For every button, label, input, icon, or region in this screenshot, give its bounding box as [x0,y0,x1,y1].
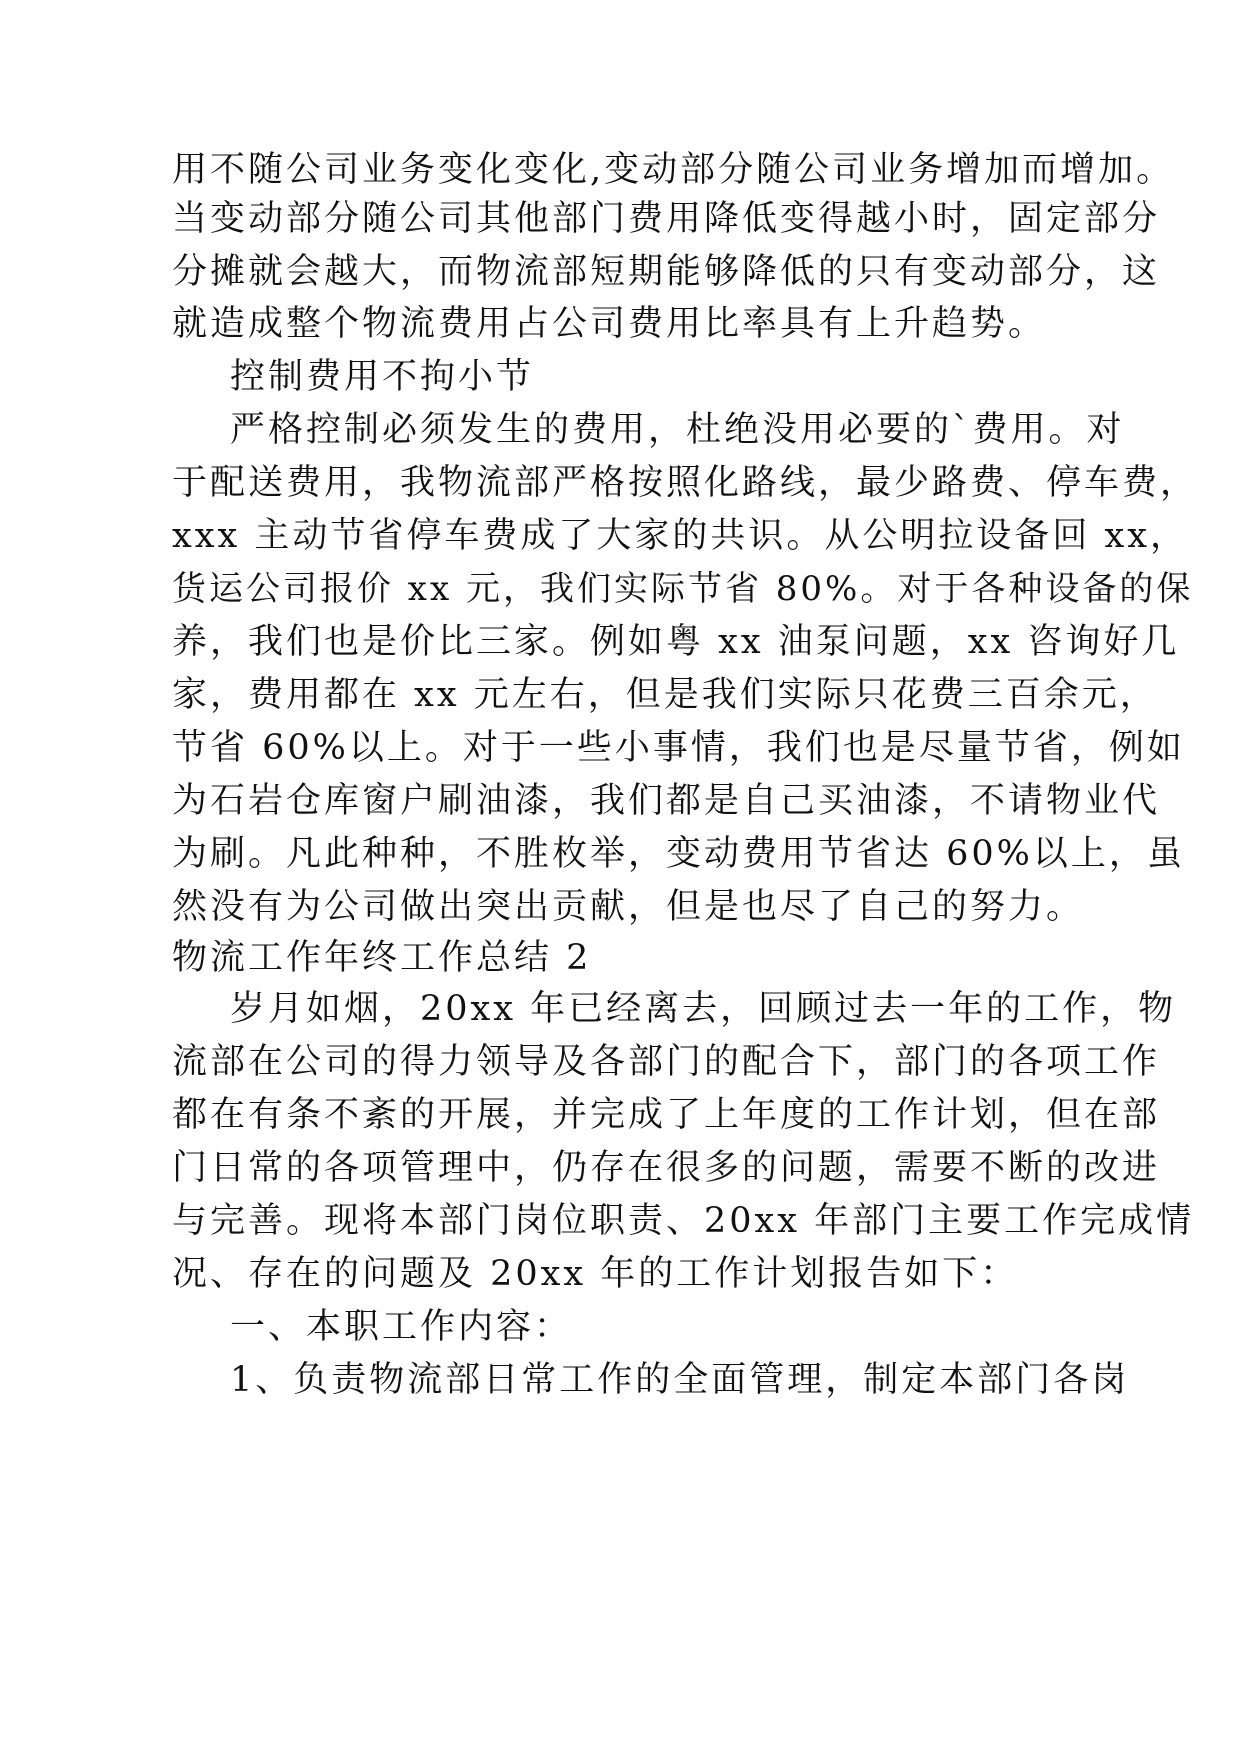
text-line: 当变动部分随公司其他部门费用降低变得越小时，固定部分 [172,199,1161,239]
text-line: 严格控制必须发生的费用，杜绝没用必要的`费用。对 [230,410,1125,450]
text-line: 养，我们也是价比三家。例如粤 xx 油泵问题，xx 咨询好几 [172,622,1180,662]
section-heading: 一、本职工作内容： [230,1307,573,1347]
text-line: 节省 60%以上。对于一些小事情，我们也是尽量节省，例如 [172,728,1185,768]
text-line: 用不随公司业务变化变化,变动部分随公司业务增加而增加。 [172,150,1175,190]
text-line: 于配送费用，我物流部严格按照化路线，最少路费、停车费， [172,463,1199,503]
text-line: xxx 主动节省停车费成了大家的共识。从公明拉设备回 xx， [172,516,1188,556]
document-title: 物流工作年终工作总结 2 [172,938,592,978]
text-line: 然没有为公司做出突出贡献，但是也尽了自己的努力。 [172,887,1085,927]
text-line: 门日常的各项管理中，仍存在很多的问题，需要不断的改进 [172,1148,1161,1188]
text-line: 为石岩仓库窗户刷油漆，我们都是自己买油漆，不请物业代 [172,781,1161,821]
text-line: 货运公司报价 xx 元，我们实际节省 80%。对于各种设备的保 [172,569,1194,609]
text-line: 都在有条不紊的开展，并完成了上年度的工作计划，但在部 [172,1095,1161,1135]
text-line: 流部在公司的得力领导及各部门的配合下，部门的各项工作 [172,1042,1161,1082]
text-line: 1、负责物流部日常工作的全面管理，制定本部门各岗 [230,1360,1130,1400]
text-line: 与完善。现将本部门岗位职责、20xx 年部门主要工作完成情 [172,1201,1195,1241]
text-line: 分摊就会越大，而物流部短期能够降低的只有变动部分，这 [172,252,1161,292]
text-line: 况、存在的问题及 20xx 年的工作计划报告如下： [172,1254,1019,1294]
text-line: 为刷。凡此种种，不胜枚举，变动费用节省达 60%以上，虽 [172,834,1185,874]
text-line: 就造成整个物流费用占公司费用比率具有上升趋势。 [172,304,1047,344]
text-line: 岁月如烟，20xx 年已经离去，回顾过去一年的工作，物 [230,989,1177,1029]
section-heading: 控制费用不拘小节 [230,357,535,397]
text-line: 家，费用都在 xx 元左右，但是我们实际只花费三百余元， [172,675,1158,715]
